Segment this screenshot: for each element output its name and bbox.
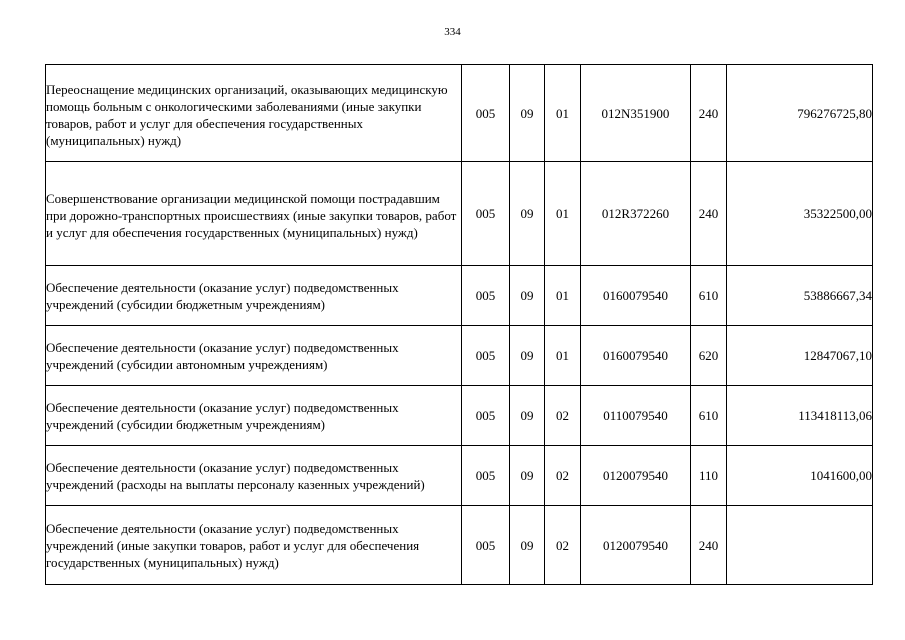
section-code: 09 (510, 326, 545, 386)
subsection-code: 01 (545, 326, 581, 386)
ministry-code: 005 (462, 266, 510, 326)
expense-type-code: 240 (691, 506, 727, 585)
amount: 12847067,10 (727, 326, 873, 386)
ministry-code: 005 (462, 386, 510, 446)
table-row (46, 266, 873, 326)
amount: 796276725,80 (727, 65, 873, 162)
subsection-code: 02 (545, 386, 581, 446)
amount (727, 506, 873, 585)
row-description: Обеспечение деятельности (оказание услуг) подведомственных учреждений (иные закупки товаров, работ и услуг для обеспечения государственных (муниципальных) нужд) (46, 506, 462, 585)
target-article-code: 0160079540 (581, 326, 691, 386)
subsection-code: 02 (545, 446, 581, 506)
amount: 53886667,34 (727, 266, 873, 326)
ministry-code: 005 (462, 326, 510, 386)
target-article-code: 0160079540 (581, 266, 691, 326)
ministry-code: 005 (462, 506, 510, 585)
expense-type-code: 610 (691, 266, 727, 326)
table-row (46, 65, 873, 162)
target-article-code: 0120079540 (581, 506, 691, 585)
expense-type-code: 620 (691, 326, 727, 386)
expense-type-code: 240 (691, 162, 727, 266)
table-row (46, 162, 873, 266)
row-description: Совершенствование организации медицинской помощи пострадавшим при дорожно-транспортных происшествиях (иные закупки товаров, работ и услуг для обеспечения государственных (муниципальных) нужд) (46, 162, 462, 266)
table-row (46, 326, 873, 386)
table-row (46, 506, 873, 585)
amount: 35322500,00 (727, 162, 873, 266)
row-description: Обеспечение деятельности (оказание услуг) подведомственных учреждений (субсидии бюджетным учреждениям) (46, 386, 462, 446)
section-code: 09 (510, 266, 545, 326)
section-code: 09 (510, 446, 545, 506)
ministry-code: 005 (462, 162, 510, 266)
expense-type-code: 240 (691, 65, 727, 162)
expense-type-code: 610 (691, 386, 727, 446)
target-article-code: 012N351900 (581, 65, 691, 162)
ministry-code: 005 (462, 65, 510, 162)
table-row (46, 386, 873, 446)
subsection-code: 01 (545, 266, 581, 326)
row-description: Обеспечение деятельности (оказание услуг) подведомственных учреждений (субсидии автономным учреждениям) (46, 326, 462, 386)
target-article-code: 0110079540 (581, 386, 691, 446)
subsection-code: 01 (545, 162, 581, 266)
section-code: 09 (510, 162, 545, 266)
target-article-code: 012R372260 (581, 162, 691, 266)
expense-type-code: 110 (691, 446, 727, 506)
page-number: 334 (444, 26, 461, 38)
ministry-code: 005 (462, 446, 510, 506)
target-article-code: 0120079540 (581, 446, 691, 506)
subsection-code: 01 (545, 65, 581, 162)
amount: 113418113,06 (727, 386, 873, 446)
section-code: 09 (510, 65, 545, 162)
table-row (46, 446, 873, 506)
subsection-code: 02 (545, 506, 581, 585)
amount: 1041600,00 (727, 446, 873, 506)
section-code: 09 (510, 506, 545, 585)
row-description: Обеспечение деятельности (оказание услуг) подведомственных учреждений (расходы на выплаты персоналу казенных учреждений) (46, 446, 462, 506)
row-description: Переоснащение медицинских организаций, оказывающих медицинскую помощь больным с онкологическими заболеваниями (иные закупки товаров, работ и услуг для обеспечения государственных (муниципальных) нужд) (46, 65, 462, 162)
section-code: 09 (510, 386, 545, 446)
budget-table (45, 64, 873, 585)
row-description: Обеспечение деятельности (оказание услуг) подведомственных учреждений (субсидии бюджетным учреждениям) (46, 266, 462, 326)
